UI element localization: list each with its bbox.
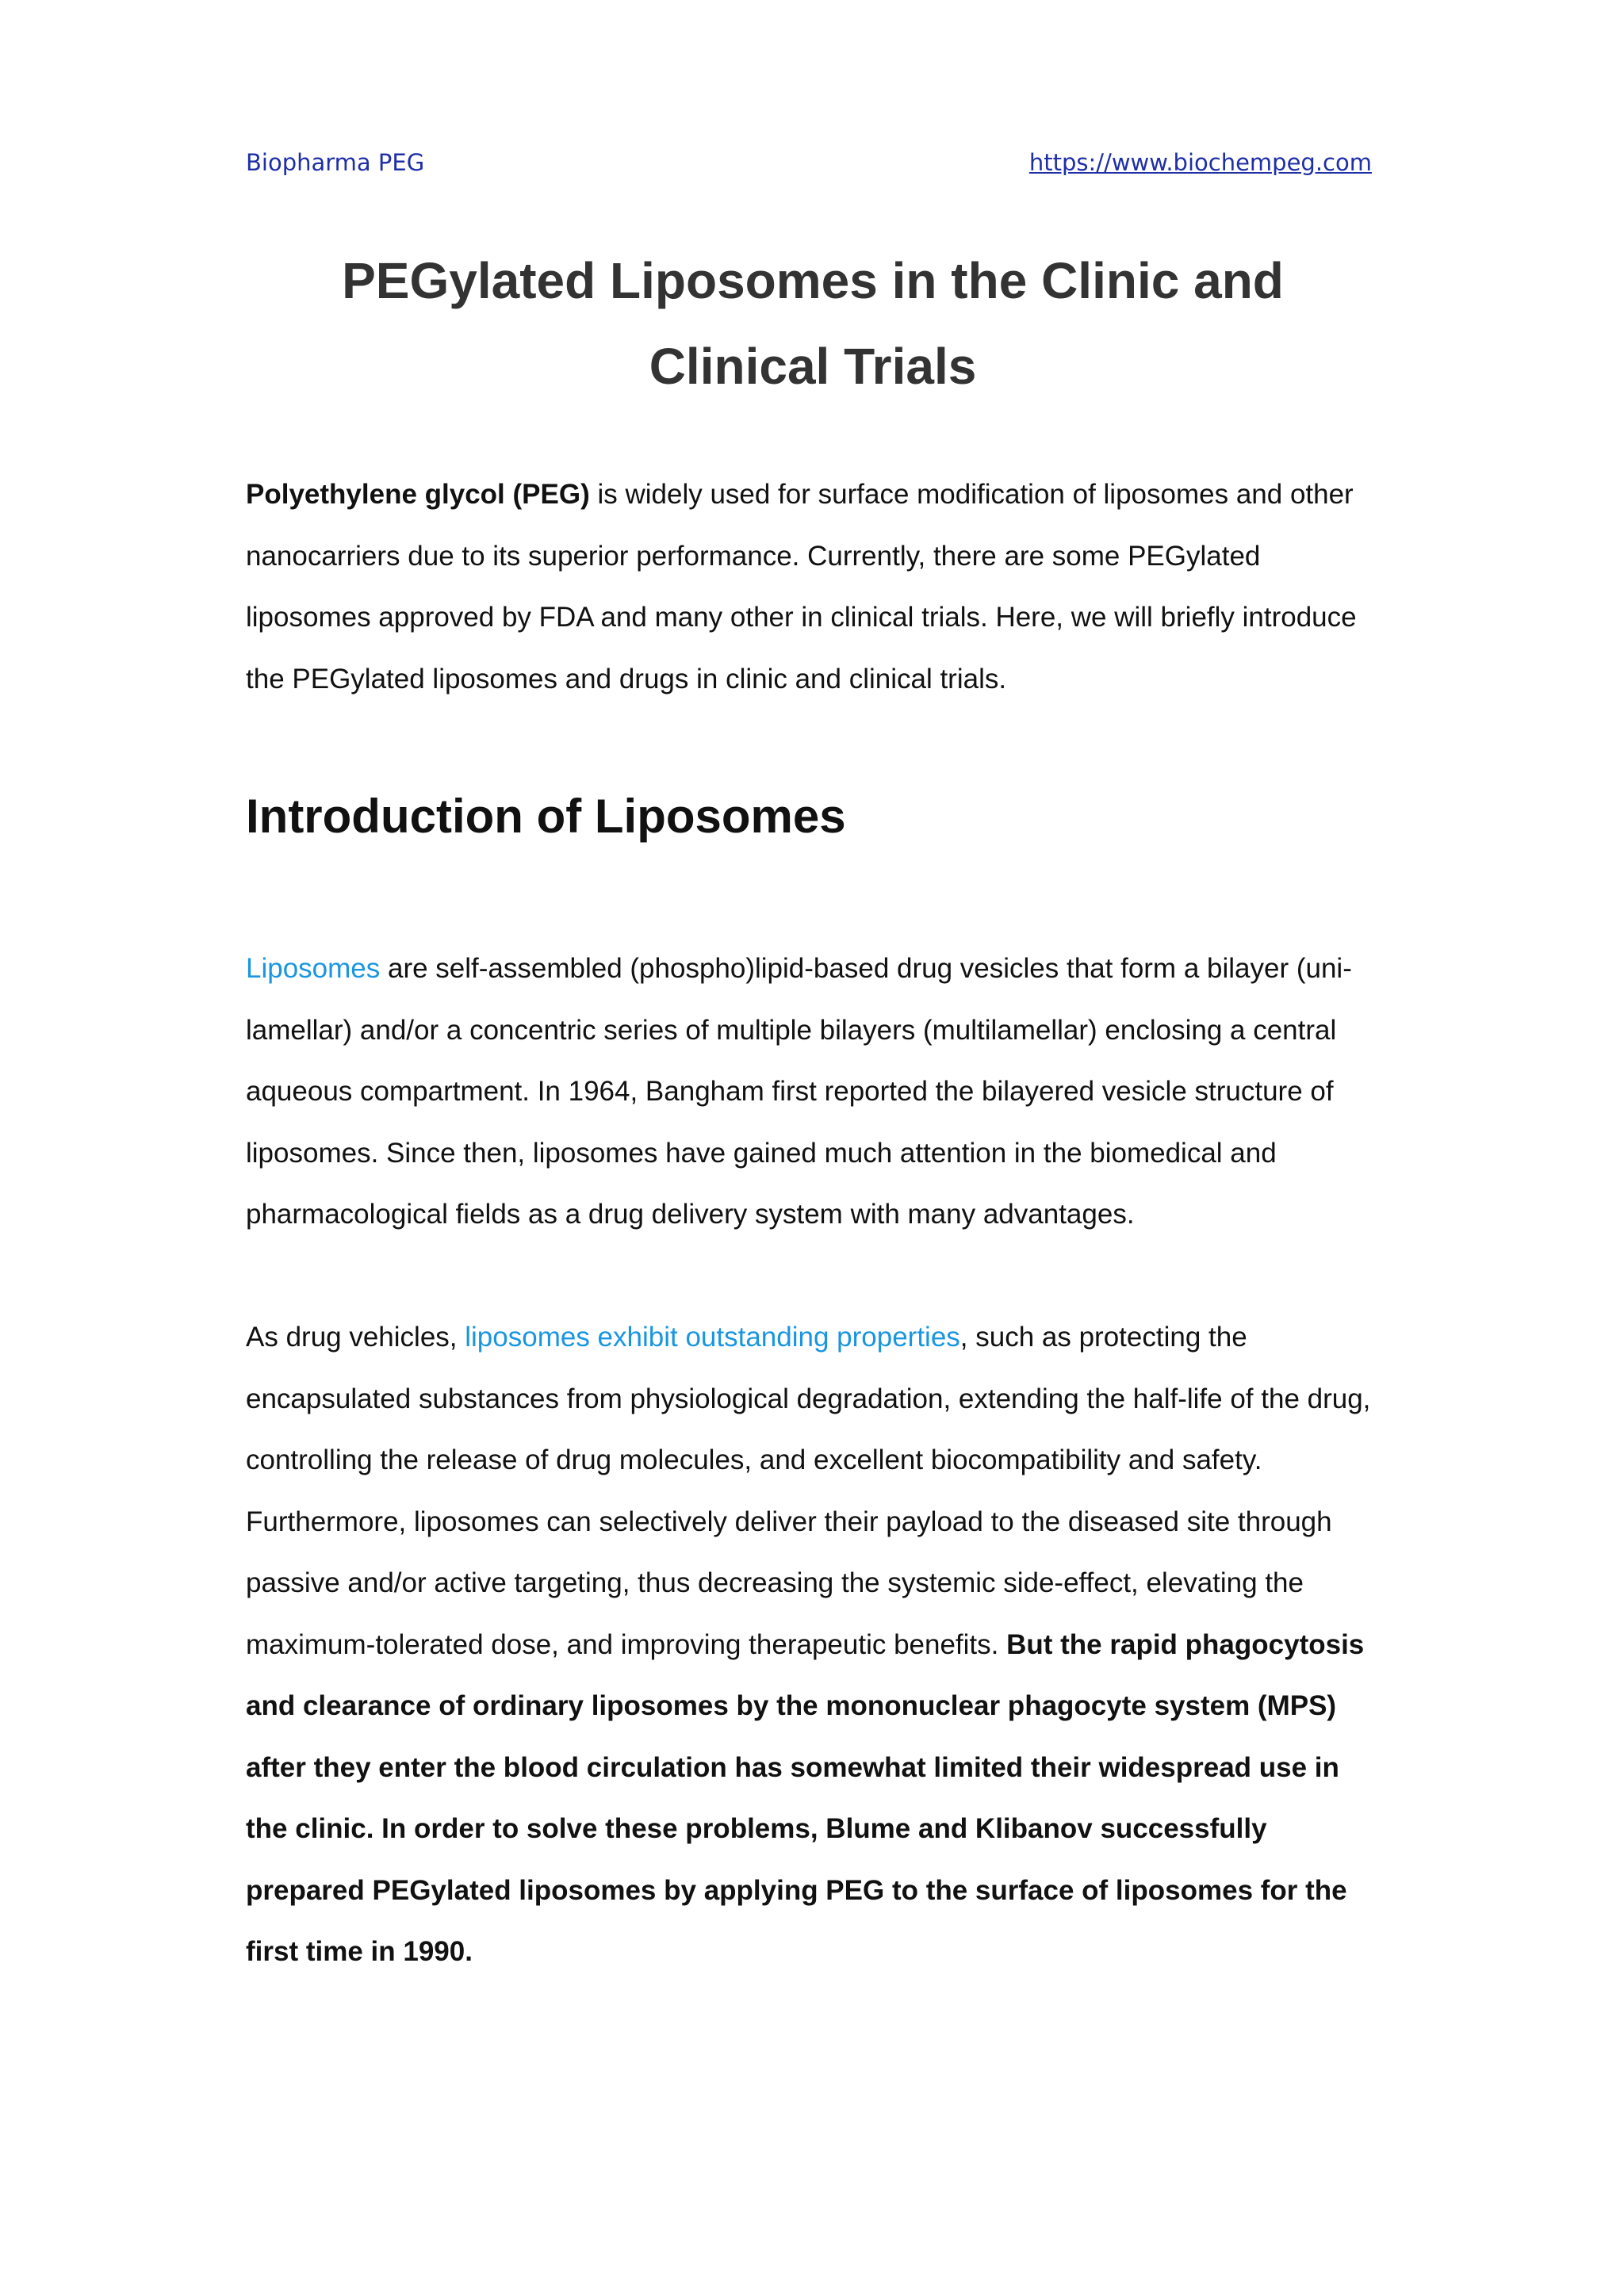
drug-vehicles-lead: As drug vehicles, (246, 1322, 465, 1353)
intro-bold-lead: Polyethylene glycol (PEG) (246, 479, 590, 510)
page-header (246, 149, 1372, 184)
section-heading: Introduction of Liposomes (246, 790, 846, 843)
liposomes-link[interactable]: Liposomes (246, 953, 381, 984)
header-url-link[interactable]: https://www.biochempeg.com (1028, 149, 1372, 176)
document-title: PEGylated Liposomes in the Clinic and Clinical Trials (342, 252, 1284, 395)
drug-vehicles-text: , such as protecting the encapsulated substances from physiological degradation, extending the half-life of the drug, controlling the release of drug molecules, and excellent biocompatibility and safety. Furthermore, liposomes can selectively deliver their payload to the diseased site through passive and/or active targeting, thus decreasing the systemic side-effect, elevating the maximum-tolerated dose, and improving therapeutic benefits. (246, 1322, 1371, 1660)
outstanding-properties-link[interactable]: liposomes exhibit outstanding properties (465, 1322, 960, 1353)
intro-paragraph (246, 464, 1380, 710)
drug-vehicles-paragraph (246, 1307, 1380, 1983)
header-brand: Biopharma PEG (246, 149, 425, 176)
liposomes-paragraph-text: are self-assembled (phospho)lipid-based drug vesicles that form a bilayer (uni-lamellar) and/or a concentric series of multiple bilayers (multilamellar) enclosing a central aqueous compartment. In 1964, Bangham first reported the bilayered vesicle structure of liposomes. Since then, liposomes have gained much attention in the biomedical and pharmacological fields as a drug delivery system with many advantages. (246, 953, 1352, 1230)
intro-text: is widely used for surface modification of liposomes and other nanocarriers due to its superior performance. Currently, there are some PEGylated liposomes approved by FDA and many other in clinical trials. Here, we will briefly introduce the PEGylated liposomes and drugs in clinic and clinical trials. (246, 479, 1357, 695)
drug-vehicles-bold-text: But the rapid phagocytosis and clearance of ordinary liposomes by the mononuclear phagocyte system (MPS) after they enter the blood circulation has somewhat limited their widespread use in the clinic. In order to solve these problems, Blume and Klibanov successfully prepared PEGylated liposomes by applying PEG to the surface of liposomes for the first time in 1990. (246, 1628, 1365, 1967)
liposomes-paragraph (246, 938, 1380, 1246)
